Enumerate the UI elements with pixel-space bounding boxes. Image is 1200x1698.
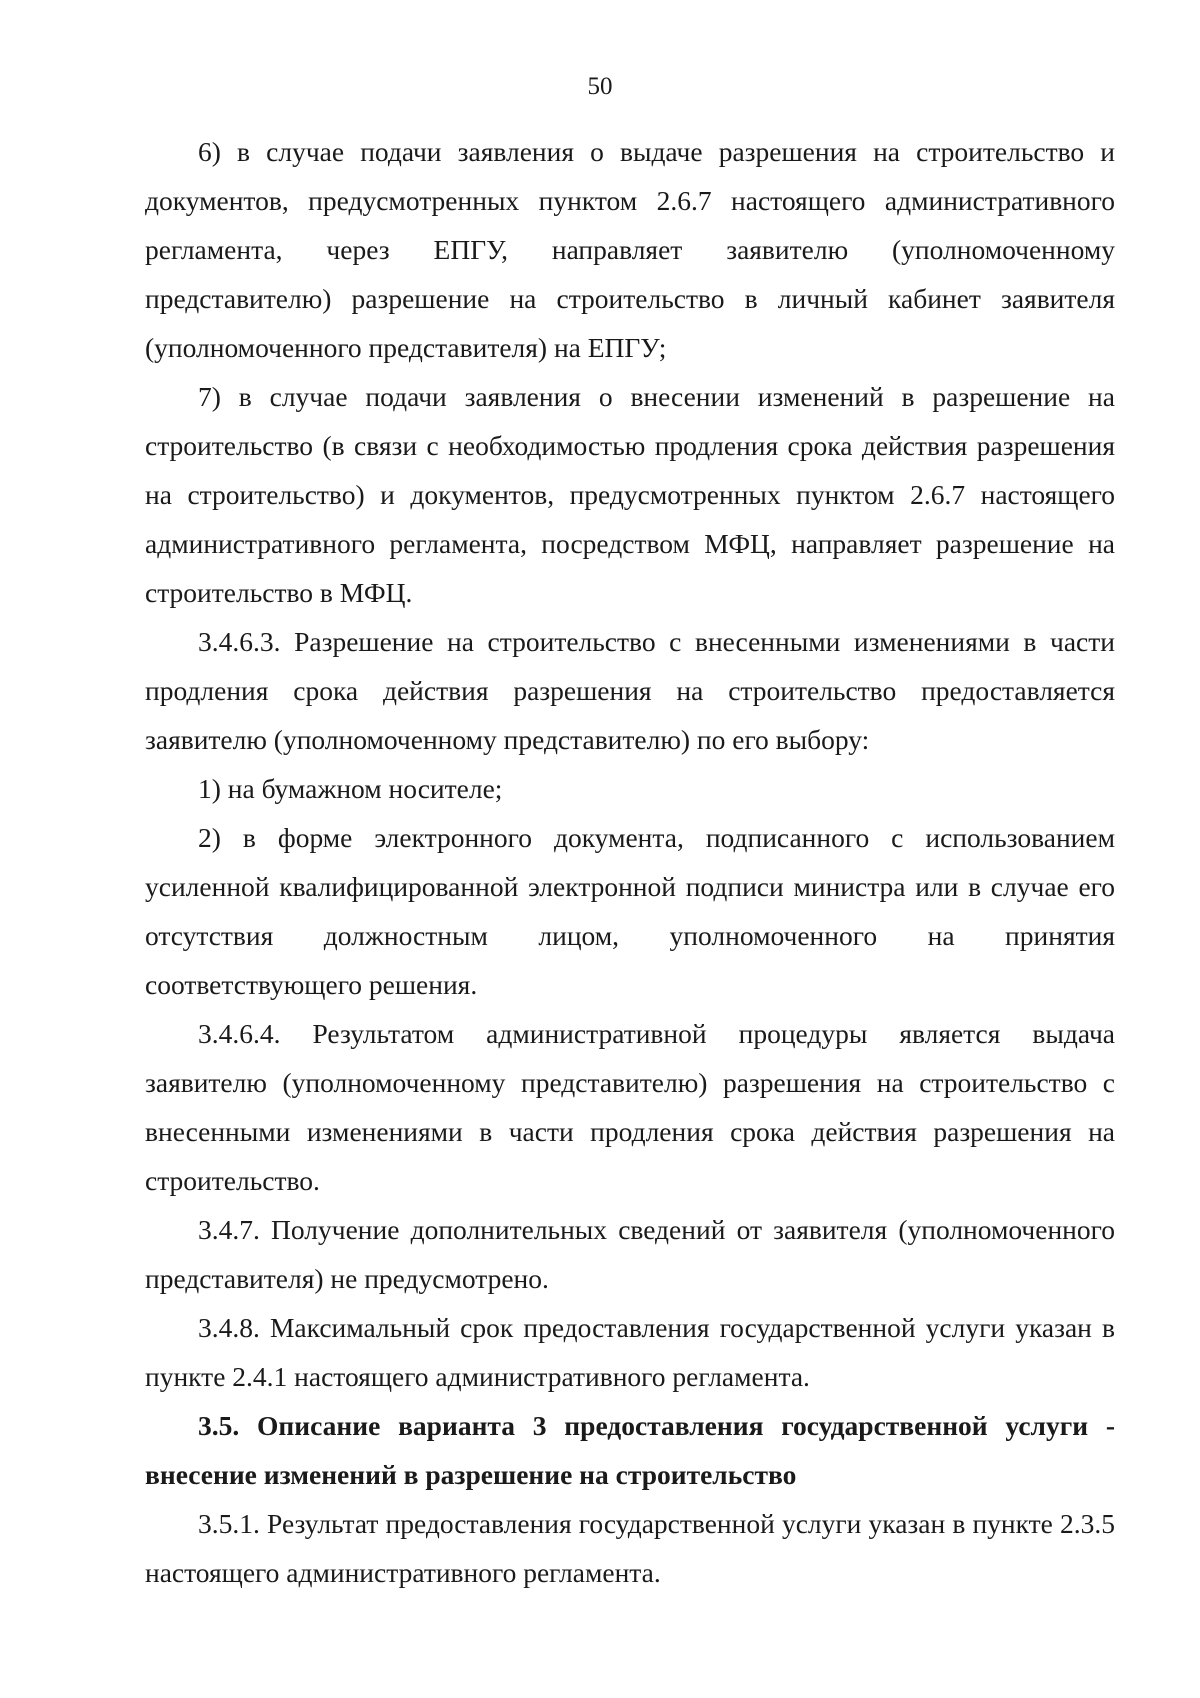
paragraph-3-4-6-4: 3.4.6.4. Результатом административной процедуры является выдача заявителю (уполномоченному представителю) разрешения на строительство с внесенными изменениями в части продления срока действия разрешения на строительство.	[145, 1018, 1115, 1196]
paragraph-3-4-8: 3.4.8. Максимальный срок предоставления государственной услуги указан в пункте 2.4.1 настоящего административного регламента.	[145, 1312, 1115, 1392]
paragraph-3-4-7: 3.4.7. Получение дополнительных сведений от заявителя (уполномоченного представителя) не предусмотрено.	[145, 1214, 1115, 1294]
document-body	[145, 127, 1115, 1597]
paragraph-3-5-1: 3.5.1. Результат предоставления государственной услуги указан в пункте 2.3.5 настоящего административного регламента.	[145, 1508, 1115, 1588]
section-heading-3-5: 3.5. Описание варианта 3 предоставления государственной услуги - внесение изменений в разрешение на строительство	[145, 1410, 1115, 1490]
paragraph-3-4-6-3: 3.4.6.3. Разрешение на строительство с внесенными изменениями в части продления срока действия разрешения на строительство предоставляется заявителю (уполномоченному представителю) по его выбору:	[145, 626, 1115, 755]
paragraph-option-2: 2) в форме электронного документа, подписанного с использованием усиленной квалифицированной электронной подписи министра или в случае его отсутствия должностным лицом, уполномоченного на принятия соответствующего решения.	[145, 822, 1115, 1000]
paragraph-item-7: 7) в случае подачи заявления о внесении изменений в разрешение на строительство (в связи с необходимостью продления срока действия разрешения на строительство) и документов, предусмотренных пунктом 2.6.7 настоящего административного регламента, посредством МФЦ, направляет разрешение на строительство в МФЦ.	[145, 381, 1115, 608]
paragraph-option-1: 1) на бумажном носителе;	[198, 773, 503, 804]
paragraph-item-6: 6) в случае подачи заявления о выдаче разрешения на строительство и документов, предусмотренных пунктом 2.6.7 настоящего административного регламента, через ЕПГУ, направляет заявителю (уполномоченному представителю) разрешение на строительство в личный кабинет заявителя (уполномоченного представителя) на ЕПГУ;	[145, 136, 1115, 363]
page-number: 50	[587, 73, 613, 100]
